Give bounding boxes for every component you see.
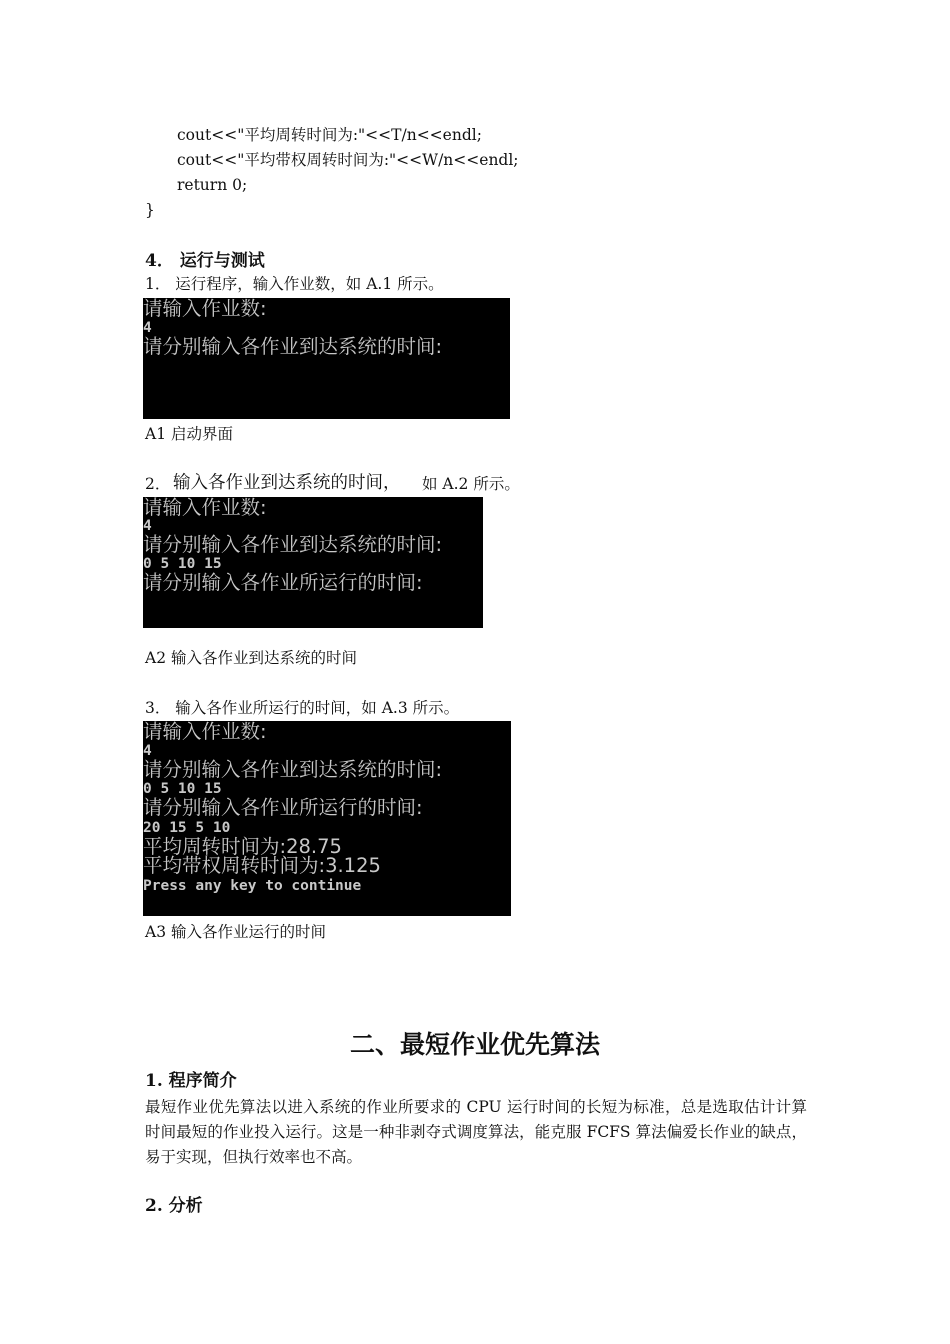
subsection-heading: 1. 程序简介 — [145, 1071, 237, 1091]
terminal-line: 请分别输入各作业到达系统的时间: — [143, 533, 443, 556]
code-line: cout<<"平均带权周转时间为:"<<W/n<<endl; — [177, 151, 519, 169]
code-closing-brace: } — [145, 201, 155, 219]
terminal-line: 请分别输入各作业所运行的时间: — [143, 571, 423, 594]
subsection-heading: 2. 分析 — [145, 1196, 203, 1216]
figure-caption: A1 启动界面 — [145, 425, 233, 443]
terminal-line: 0 5 10 15 — [143, 556, 222, 572]
chapter-title: 二、最短作业优先算法 — [349, 1030, 600, 1059]
step-3-text: 3． 输入各作业所运行的时间，如 A.3 所示。 — [145, 699, 460, 717]
step-1-text: 1． 运行程序，输入作业数，如 A.1 所示。 — [145, 275, 444, 293]
terminal-line: 0 5 10 15 — [143, 781, 222, 797]
intro-paragraph: 最短作业优先算法以进入系统的作业所要求的 CPU 运行时间的长短为标准，总是选取估计计算时间最短的作业投入运行。这是一种非剥夺式调度算法，能克服 FCFS 算法偏爱长作业的缺点，易于实现，但执行效率也不高。 — [145, 1098, 807, 1166]
terminal-line: Press any key to continue — [143, 878, 362, 894]
figure-caption: A3 输入各作业运行的时间 — [145, 923, 326, 941]
terminal-line: 20 15 5 10 — [143, 820, 231, 836]
terminal-line: 4 — [143, 743, 152, 759]
terminal-line: 4 — [143, 518, 152, 534]
terminal-line: 请输入作业数: — [143, 298, 267, 320]
terminal-line: 4 — [143, 320, 152, 336]
terminal-line: 请分别输入各作业到达系统的时间: — [143, 335, 443, 358]
step-2-number: 2． — [145, 475, 171, 493]
terminal-line: 平均周转时间为:28.75 — [143, 835, 342, 858]
terminal-screenshot-3 — [143, 721, 511, 916]
terminal-line: 请输入作业数: — [143, 721, 267, 743]
terminal-screenshot-2 — [143, 497, 483, 628]
figure-caption: A2 输入各作业到达系统的时间 — [145, 649, 357, 667]
step-2-text: 输入各作业到达系统的时间， — [173, 473, 401, 493]
terminal-line: 请输入作业数: — [143, 497, 267, 519]
terminal-screenshot-1 — [143, 298, 510, 419]
terminal-line: 平均带权周转时间为:3.125 — [143, 854, 381, 877]
terminal-line: 请分别输入各作业所运行的时间: — [143, 796, 423, 819]
code-line: return 0; — [177, 176, 248, 194]
section-heading: 4． 运行与测试 — [145, 251, 265, 271]
code-line: cout<<"平均周转时间为:"<<T/n<<endl; — [177, 126, 482, 144]
terminal-line: 请分别输入各作业到达系统的时间: — [143, 758, 443, 781]
step-2-tail: 如 A.2 所示。 — [422, 475, 520, 493]
